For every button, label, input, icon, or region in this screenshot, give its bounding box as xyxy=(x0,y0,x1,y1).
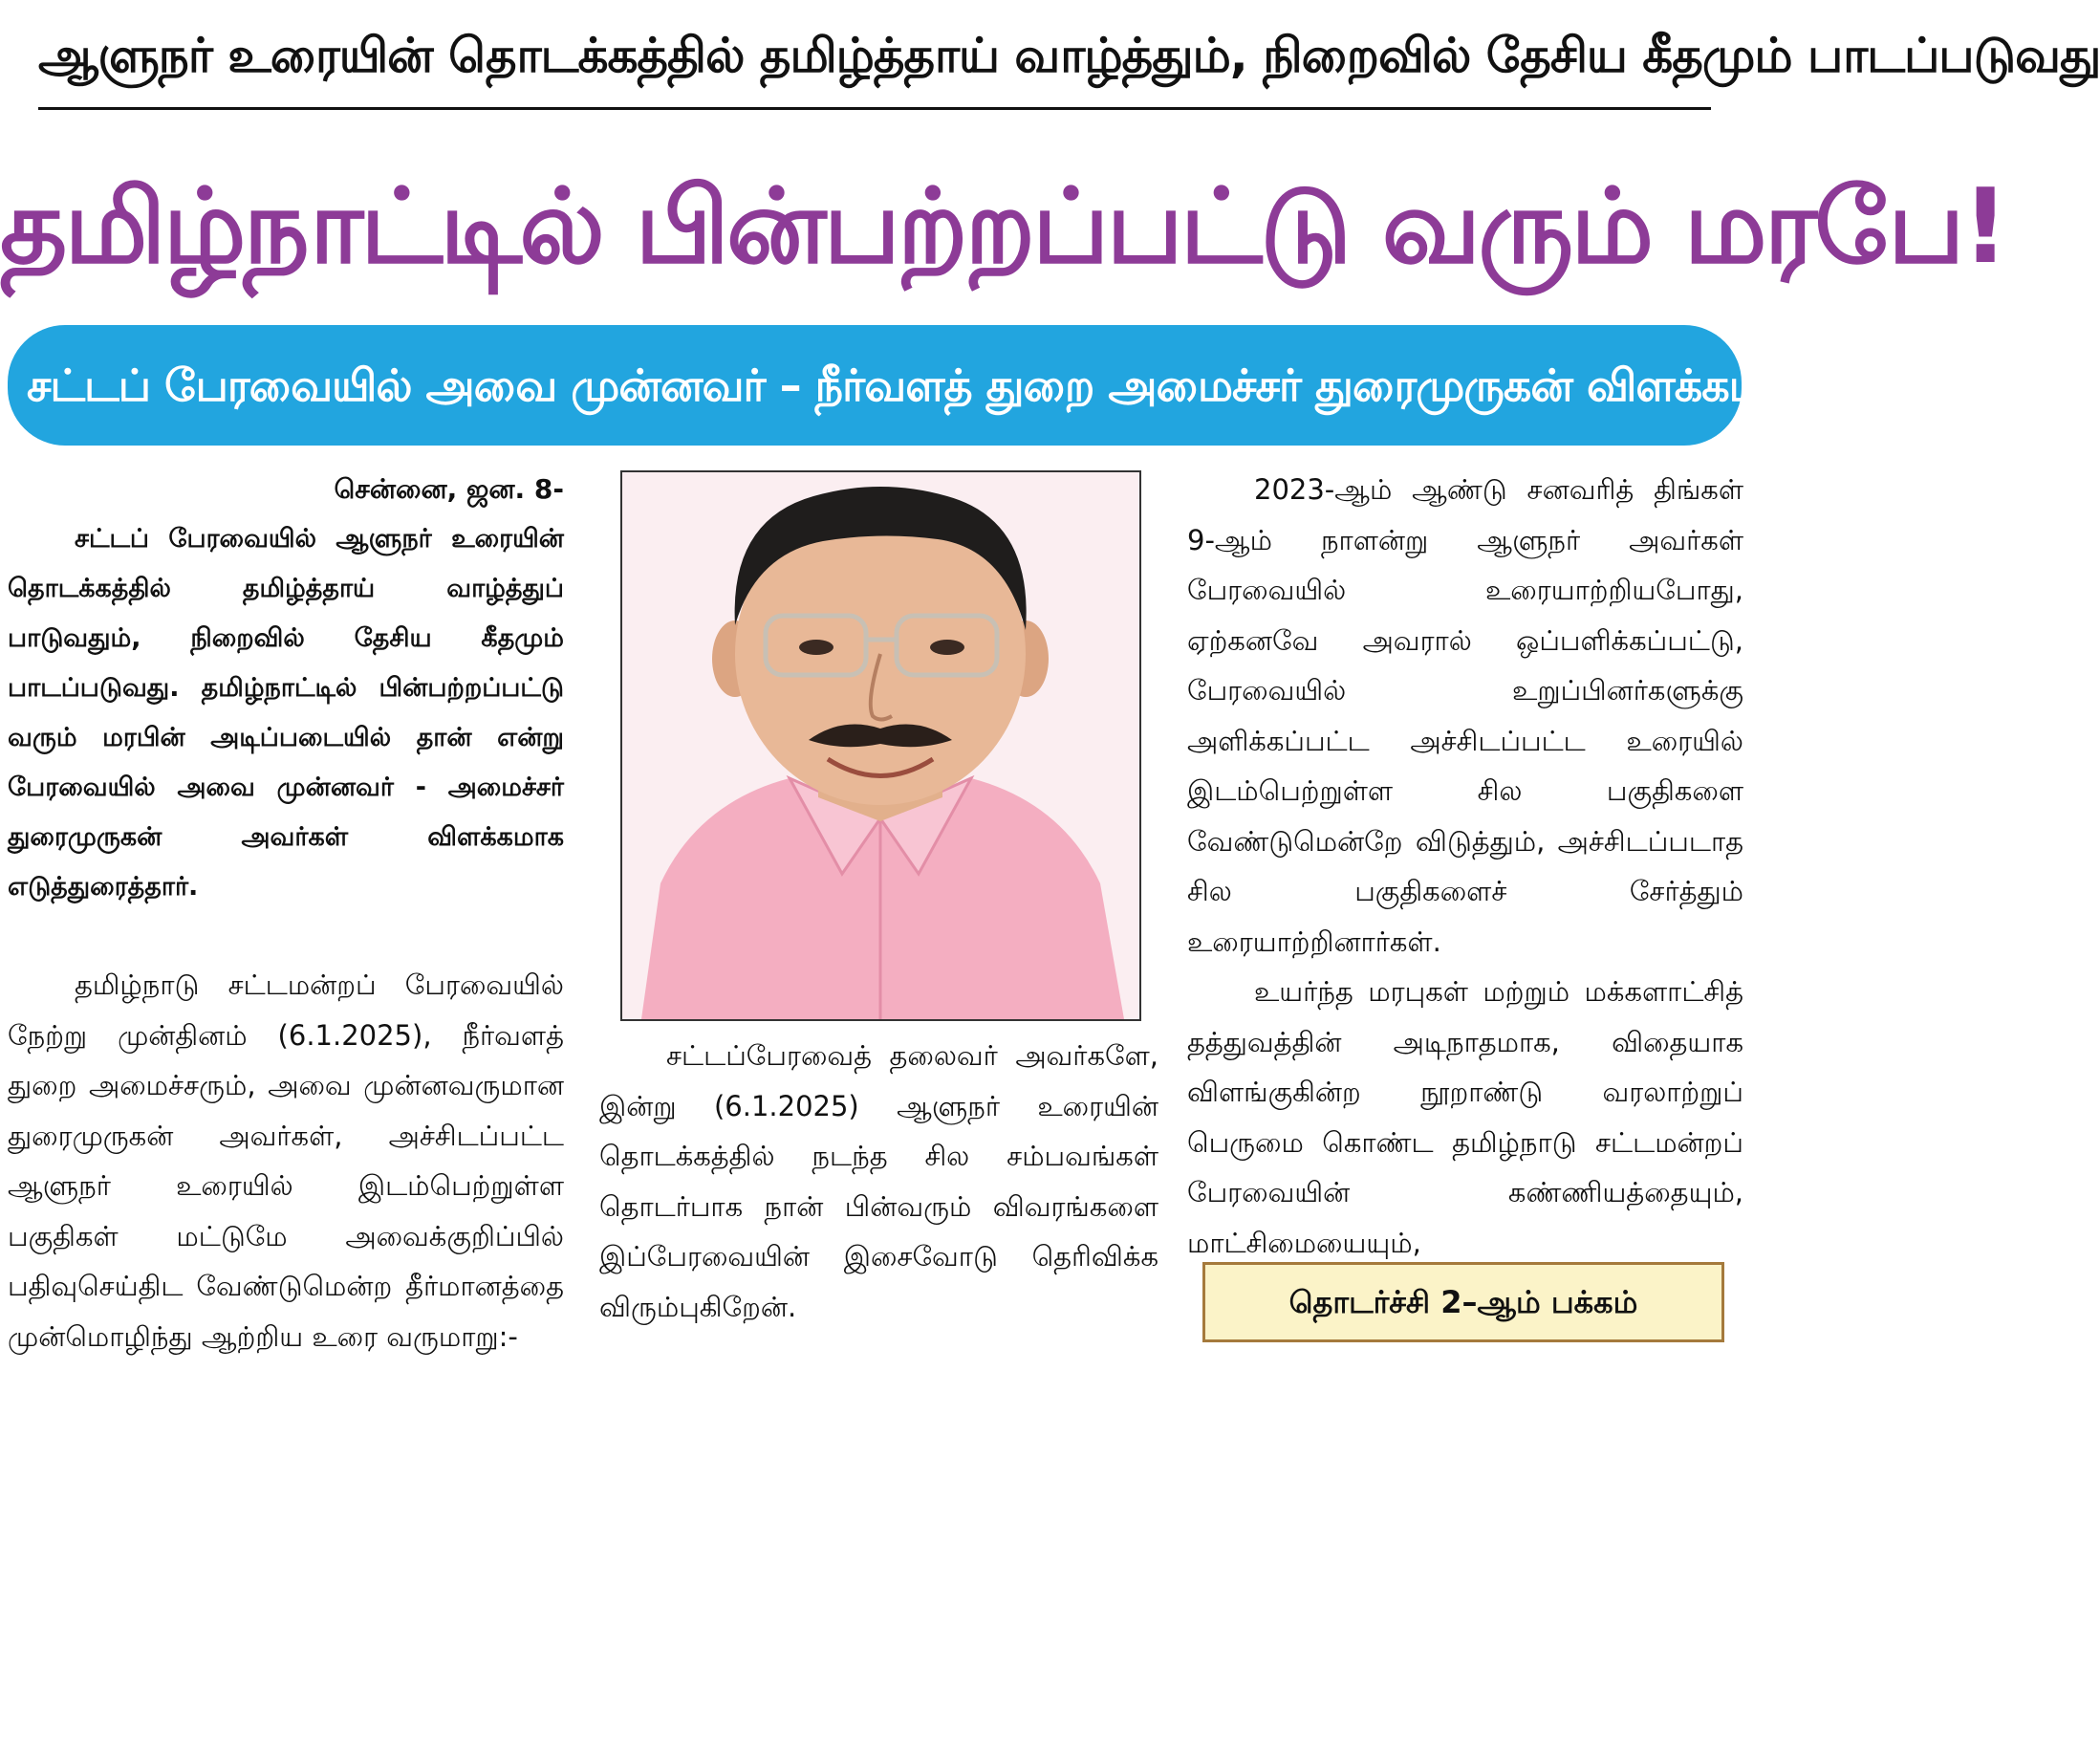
subheadline-banner xyxy=(8,325,1783,446)
subheadline-text: சட்டப் பேரவையில் அவை முன்னவர் – நீர்வளத் துறை அமைச்சர் துரைமுருகன் விளக்கம்! xyxy=(27,359,1783,411)
portrait-illustration xyxy=(622,472,1139,1019)
kicker-headline: ஆளுநர் உரையின் தொடக்கத்தில் தமிழ்த்தாய் வாழ்த்தும், நிறைவில் தேசிய கீதமும் பாடப்படுவது xyxy=(38,28,2100,83)
lead-paragraph: சட்டப் பேரவையில் ஆளுநர் உரையின் தொடக்கத்தில் தமிழ்த்தாய் வாழ்த்துப் பாடுவதும், நிறைவில் தேசிய கீதமும் பாடப்படுவது. தமிழ்நாட்டில் பின்பற்றப்பட்டு வரும் மரபின் அடிப்படையில் தான் என்று பேரவையில் அவை முன்னவர் - அமைச்சர் துரைமுருகன் அவர்கள் விளக்கமாக எடுத்துரைத்தார். xyxy=(8,524,564,902)
continuation-box[interactable] xyxy=(1202,1262,1724,1342)
kicker-underline xyxy=(38,107,1711,110)
article-column-1 xyxy=(8,465,564,1763)
main-headline: தமிழ்நாட்டில் பின்பற்றப்பட்டு வரும் மரபே! xyxy=(0,167,2006,287)
article-column-2 xyxy=(599,1031,1158,1337)
portrait-photo xyxy=(620,470,1141,1021)
dateline: சென்னை, ஜன. 8- xyxy=(334,473,564,505)
column-3-paragraph-1: 2023-ஆம் ஆண்டு சனவரித் திங்கள் 9-ஆம் நாளன்று ஆளுநர் அவர்கள் பேரவையில் உரையாற்றியபோது, ஏற்கனவே அவரால் ஒப்பளிக்கப்பட்டு, பேரவையில் உறுப்பினர்களுக்கு அளிக்கப்பட்ட அச்சிடப்பட்ட உரையில் இடம்பெற்றுள்ள சில பகுதிகளை வேண்டுமென்றே விடுத்தும், அச்சிடப்படாத சில பகுதிகளைச் சேர்த்தும் உரையாற்றினார்கள். xyxy=(1187,473,1743,958)
column-1-paragraph: தமிழ்நாடு சட்டமன்றப் பேரவையில் நேற்று முன்தினம் (6.1.2025), நீர்வளத் துறை அமைச்சரும், அவை முன்னவருமான துரைமுருகன் அவர்கள், அச்சிடப்பட்ட ஆளுநர் உரையில் இடம்பெற்றுள்ள பகுதிகள் மட்டுமே அவைக்குறிப்பில் பதிவுசெய்திட வேண்டுமென்ற தீர்மானத்தை முன்மொழிந்து ஆற்றிய உரை வருமாறு:- xyxy=(8,969,564,1353)
continuation-text: தொடர்ச்சி 2–ஆம் பக்கம் xyxy=(1288,1284,1638,1320)
article-column-3 xyxy=(1187,465,1743,1259)
column-2-paragraph: சட்டப்பேரவைத் தலைவர் அவர்களே, இன்று (6.1.2025) ஆளுநர் உரையின் தொடக்கத்தில் நடந்த சில சம்பவங்கள் தொடர்பாக நான் பின்வரும் விவரங்களை இப்பேரவையின் இசைவோடு தெரிவிக்க விரும்புகிறேன். xyxy=(599,1039,1158,1323)
column-3-paragraph-2: உயர்ந்த மரபுகள் மற்றும் மக்களாட்சித் தத்துவத்தின் அடிநாதமாக, விதையாக விளங்குகின்ற நூறாண்டு வரலாற்றுப் பெருமை கொண்ட தமிழ்நாடு சட்டமன்றப் பேரவையின் கண்ணியத்தையும், மாட்சிமையையும், xyxy=(1187,975,1743,1259)
